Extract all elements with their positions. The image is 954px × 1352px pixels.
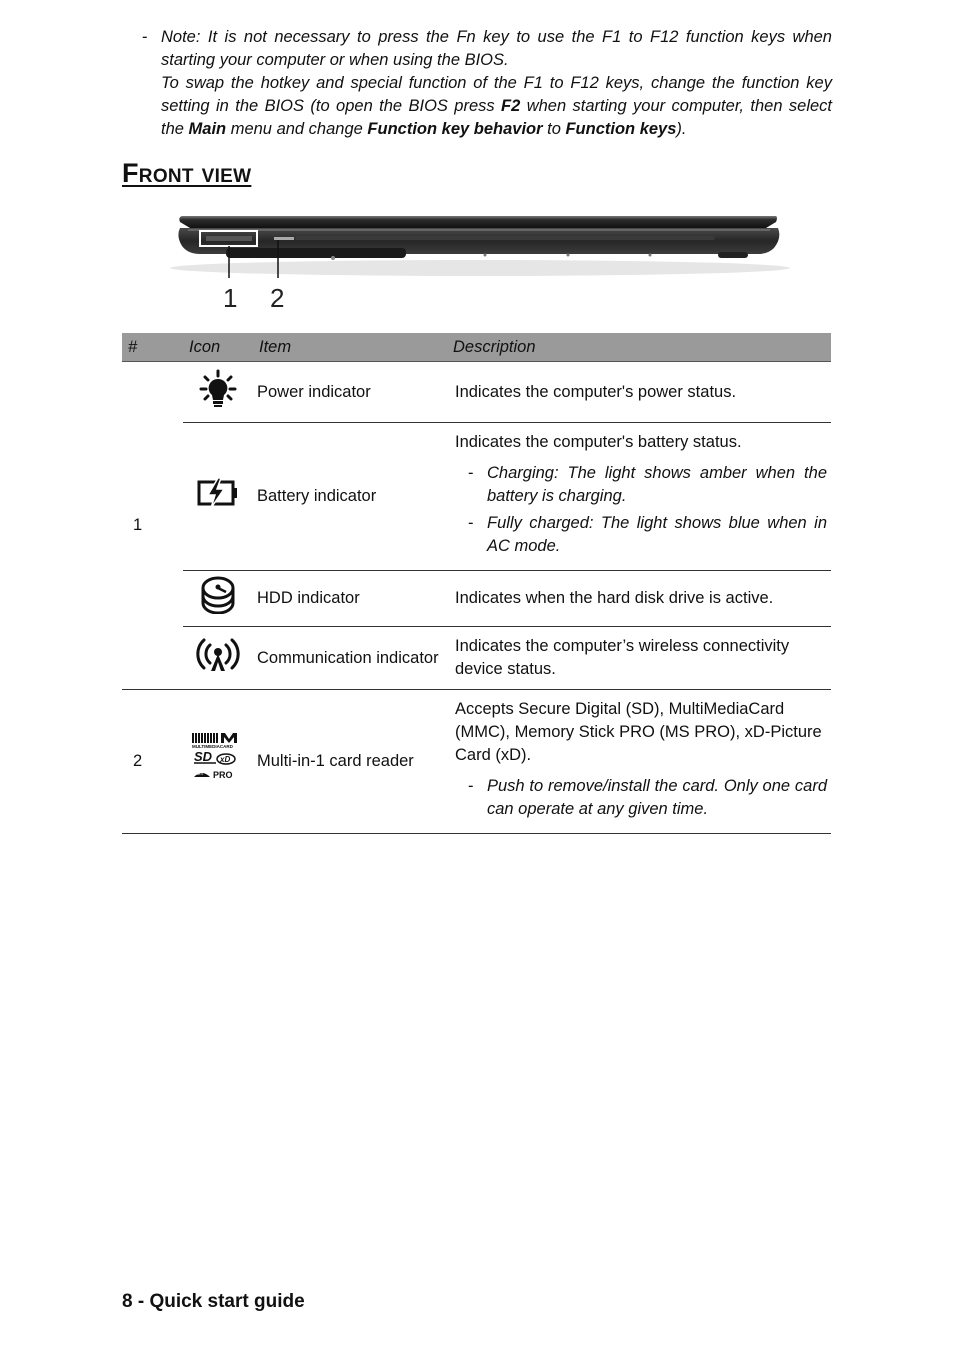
battery-indicator-icon bbox=[196, 476, 240, 510]
table-row bbox=[122, 627, 831, 690]
header-item: Item bbox=[253, 333, 447, 362]
section-heading: Front view bbox=[122, 158, 252, 188]
header-description: Description bbox=[447, 333, 831, 362]
note-key-f2: F2 bbox=[501, 97, 521, 115]
table-header bbox=[122, 333, 831, 362]
desc-hdd: Indicates when the hard disk drive is active. bbox=[447, 571, 831, 627]
desc-card-reader: Accepts Secure Digital (SD), MultiMediaCard (MMC), Memory Stick PRO (MS PRO), xD-Picture Card (xD). - Push to remove/install the card. Only one card can operate at any given time. bbox=[447, 690, 831, 834]
table-row bbox=[122, 690, 831, 834]
page-footer: 8 - Quick start guide bbox=[122, 1291, 305, 1312]
header-icon: Icon bbox=[183, 333, 253, 362]
desc-battery: Indicates the computer's battery status. - Charging: The light shows amber when the battery is charging. - Fully charged: The light shows blue when in AC mode. bbox=[447, 423, 831, 571]
card-reader-icon bbox=[190, 731, 246, 785]
table-row bbox=[122, 571, 831, 627]
card-logo-pro: PRO bbox=[213, 770, 233, 780]
group-number-2: 2 bbox=[122, 690, 183, 834]
item-power: Power indicator bbox=[253, 362, 447, 423]
svg-text:xD: xD bbox=[220, 755, 231, 764]
list-item: - Push to remove/install the card. Only one card can operate at any given time. bbox=[455, 775, 827, 821]
item-battery: Battery indicator bbox=[253, 423, 447, 571]
svg-text:MS: MS bbox=[197, 771, 203, 776]
card-logo-mmc: MULTIMEDIACARD bbox=[192, 744, 233, 749]
header-number: # bbox=[122, 333, 183, 362]
note-setting: Function key behavior bbox=[367, 120, 543, 138]
item-communication: Communication indicator bbox=[253, 627, 447, 690]
callout-1: 1 bbox=[223, 283, 238, 313]
communication-indicator-icon bbox=[196, 637, 240, 673]
note-block bbox=[142, 26, 832, 141]
laptop-front-illustration bbox=[170, 208, 790, 318]
table-row bbox=[122, 362, 831, 423]
desc-power: Indicates the computer's power status. bbox=[447, 362, 831, 423]
note-value: Function keys bbox=[565, 120, 677, 138]
table-row bbox=[122, 423, 831, 571]
note-menu-main: Main bbox=[188, 120, 227, 138]
note-dash: - bbox=[142, 28, 148, 46]
list-item: - Charging: The light shows amber when the battery is charging. bbox=[455, 462, 827, 508]
note-line-2: To swap the hotkey and special function of the F1 to F12 keys, change the function key setting in the BIOS (to open the BIOS press F2 when starting your computer, then select the Main menu and change Function key behavior to Function keys). bbox=[161, 74, 832, 138]
front-view-table bbox=[122, 333, 831, 834]
list-item: - Fully charged: The light shows blue when in AC mode. bbox=[455, 512, 827, 558]
item-hdd: HDD indicator bbox=[253, 571, 447, 627]
hdd-indicator-icon bbox=[200, 576, 236, 614]
callout-2: 2 bbox=[270, 283, 285, 313]
item-card-reader: Multi-in-1 card reader bbox=[253, 690, 447, 834]
group-number-1: 1 bbox=[122, 362, 183, 690]
desc-communication: Indicates the computer’s wireless connectivity device status. bbox=[447, 627, 831, 690]
power-indicator-icon bbox=[198, 369, 238, 409]
note-line-1: Note: It is not necessary to press the Fn key to use the F1 to F12 function keys when starting your computer or when using the BIOS. bbox=[161, 28, 832, 69]
svg-text:SD: SD bbox=[194, 749, 213, 764]
